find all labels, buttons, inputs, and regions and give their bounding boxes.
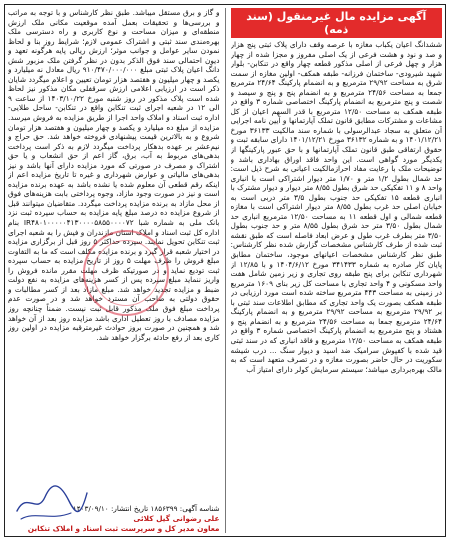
signatory-name: علی رضوانی گیل کلائی [133, 514, 220, 523]
notice-body-right: ششدانگ اعیان یکباب مغازه با عرصه وقف دارای پلاک ثبتی پنج هزار و صد و نود و هشت فرعی از یک اصلی مفروز و مجزا شده از چهار هزار و چهل فرعی از اصلی مذکور قطعه چهار واقع در تنکابن- بلوار شهید شیرودی- ساختمان فرزانه- طبقه همکف- اولین مغازه از سمت شرق به مساحت ۲۹/۹۲ مترمربع و به انضمام پارکینگ ۲۴/۶۴ مترمربع جمعا به مساحت ۲۴/۵۶ مترمربع و به انضمام پنج و پنج و سیصد و شصت و پنج مترمربع به انضمام پارکینگ اختصاصی شماره ۳ واقع در طبقه همکف به مساحت ۱۲/۵۰ مترمربع با قدر السهم اعیان از کل مشاعات و مشترکات مطابق قانون تملک آپارتمانها و آیین نامه اجرایی آن متعلق به سجاد عبدالرسولی با شماره سند مالکیت ۳۶۱۳۳ مورخ ۱۴۰۱/۱۲/۲۱ و به شماره ۳۶۱۳۲ مورخ ۱۴۰۱/۱۲/۲۱ دارای سابقه ثبت و حقوق ارتفاقی طبق قانون تملک آپارتمانها و با حق عبور پارکینگها از یکدیگر مورد گواهی است. این واحد فاقد اوراق بهاداری باشد و توضیحات ملک با رعایت مفاد احرازمالکیت اعیانی به شرح ذیل است: حد شمال بطول ۱/۲ متر و ۱/۷۰ متر دیوار اشتراکی است با انباری واحد ۸ و ۱۱ تفکیکی حد شرق بطول ۸/۵۵ متر دیوار و دیوار مشترک با انباری قطعه ۱۵ تفکیکی حد جنوب بطول ۳/۵ متر دربی است به خیابان اصلی حد غرب بطول ۸/۵۵ متر دیوار اشتراکی است با مغازه قطعه شمالی و اول قطعه ۱۱ به مساحت ۱۲/۵۰ مترمربع انباری حد شمال بطول ۳/۵۰ متر حد شرق بطول ۸/۵۵ متر و حد جنوب بطول ۳/۵۰ متر بطرف غرب طول و عرض ابعاد فاصله است که طبق نقشه ثبت شده از طرف کارشناس مشخصات گزارش شده نظر کارشناس: طبق نظر کارشناس مشخصات اعیانهای موجود، ساختمان مطابق پایان کار صادره به شماره ۳۴۱۴۳۳ مورخ ۱۴۰۴/۶/۱۲ و با ۱۲/۸۵ از شهرداری تنکابن برای پنج طبقه روی تجاری و زیر زمین شامل هفت واحد مسکونی و ۴ واحد تجاری با مساحت کل زیر بنای ۱۶۰۹ مترمربع در زمینی به مساحت ۴۴۳ مترمربع ساخته شده است مورد ارزیابی در طبقه همکف بصورت یک واحد تجاری که مطابق اطلاعات سند ثبتی با بر ۲۹/۹۲ مترمربع به مساحت ۲۹/۹۲ مترمربع و به انضمام پارکینگ ۲۴/۶۴ مترمربع جمعا به مساحت ۲۴/۵۶ مترمربع و به انضمام پنج و هشتاد و پنج مترمربع به انضمام پارکینگ اختصاصی شماره ۳ واقع در طبقه همکف به مساحت ۱۲/۵۰ مترمربع و فاقد انباری که در سند ثبتی قید شده با کفپوش سرامیک ضد اسید و دیوار سنگ ... درب شیشه سکوریت در حال حاضر بصورت مغازه و در تصرف متعهد است که به مالک بهره‌برداری میباشد؛ سیستم سرمایش کولر دارای امتیاز آب [230, 40, 442, 374]
right-column [231, 8, 443, 533]
notice-columns [8, 8, 442, 533]
left-column [8, 8, 220, 533]
legal-notice-page [4, 4, 446, 537]
publish-date: تاریخ انتشار: ۱۴۰۳/۰۹/۱۰ [72, 504, 149, 513]
notice-title: آگهی مزایده مال غیرمنقول (سند ذمه) [231, 8, 443, 38]
ad-number: شناسه آگهی: ۱۸۵۶۳۹۹ [150, 504, 220, 513]
signature-icon [11, 471, 91, 531]
notice-body-left: و گاز و برق مستقل میباشد. طبق نظر کارشناس و با توجه به مراتب و بررسی‌ها و تحقیقات بعمل آمده موقعیت مکانی ملک ارزش منطقه‌ای و میزان مساحت و نوع کاربری و راه دسترسی ملک بهره‌مندی سند ثبتی و اشتراک عمومی لازم؛ شرایط روز بنا و لحاظ نمودن سایر عوامل و جوانب موثر؛ ارزش ریالی پایه هرگونه تعهد و دیون احتمالی سند فوق الذکر بدون در نظر گرفتن ملک مزبور شش دانگ اعیان پلاک ثبتی مبلغ ۹۱۰/۴۷۰/۰۰۰/۰۰۰ ریال معادل نه میلیارد و یکصد و چهار میلیون و هفتصد هزار تومان تعیین و اعلام میگردد شایان ذکر است در ارزیابی اعلامی ارزش سرقفلی مکان مذکور نیز لحاظ شده است پلاک مذکور در روز شنبه مورخ ۱۴۰۳/۱۰/۲۲ از ساعت ۹ الی ۱۲ در شعبه اجرای ثبت تنکابن واقع در تنکابن- ساحل طلایی- اداره ثبت اسناد و املاک واحد اجرا از طریق مزایده به فروش میرسد. مزایده از مبلغ ده میلیارد و یکصد و چهار میلیون و هفتصد هزار تومان شروع و به بالاترین قیمت پیشنهادی فروخته خواهد شد. حق حراج و نیم‌عشر بر عهده بدهکار پرداخت میگردد لازم به ذکر است پرداخت بدهی‌های مربوط به آب، برق، گاز اعم از حق انشعاب و یا حق اشتراک و مصرف در صورتی که مورد مزایده دارای آنها باشد و نیز بدهی‌های مالیاتی و عوارض شهرداری و غیره تا تاریخ مزایده اعم از اینکه رقم قطعی آن معلوم شده یا نشده باشد به عهده برنده مزایده است و نیز در صورت وجود مازاد، وجوه پرداختی بابت هزینه‌های فوق از محل مازاد به برنده مزایده پرداخت میگردد. متقاضیان میتوانند قبل از شروع مزایده ده درصد مبلغ پایه مزایده به حساب سپرده ثبت نزد بانک ملی به شماره شبا IR۴۸۰۱۰۰۰۰۰۴۱۳۰۰۰۰۵۸۵۵۰۰۰۰۷۲ بنام اداره کل ثبت اسناد و املاک استان مازندران و فیش را به شعبه اجرای ثبت تنکابن تحویل نمایند. سپرده حداکثر ۵ روز قبل از برگزاری مزایده در اختیار شعبه قرار گیرد و برنده مزایده مکلف است که ما به التفاوت مبلغ فروش را ظرف مهلت ۵ روز از تاریخ مزایده به حساب سپرده ثبت تودیع نماید و در صورتیکه ظرف مهلت مقرر مانده فروش را واریز ننماید مبلغ سپرده پس از کسر هزینه‌های مزایده به نفع دولت ضبط و مزایده تجدید خواهد شد. مبلغ مازاد بعد از کسر مطالبات و حقوق دولتی به صاحب آن مسترد خواهد شد و در صورت عدم پرداخت مبلغ فوق ملک مذکور قابل ثبت نیست. ضمناً چنانچه روز مزایده مصادف با روز تعطیل اداری باشد مزایده روز بعد از آن خواهد شد و همچنین در صورت بروز حوادث غیرمترقبه مزایده در اولین روز کاری بعد از رفع حادثه برگزار خواهد شد. [8, 8, 220, 342]
signatory-role: معاون مدیر کل و سرپرست ثبت اسناد و املاک تنکابن [27, 523, 220, 533]
column-divider [225, 8, 226, 533]
